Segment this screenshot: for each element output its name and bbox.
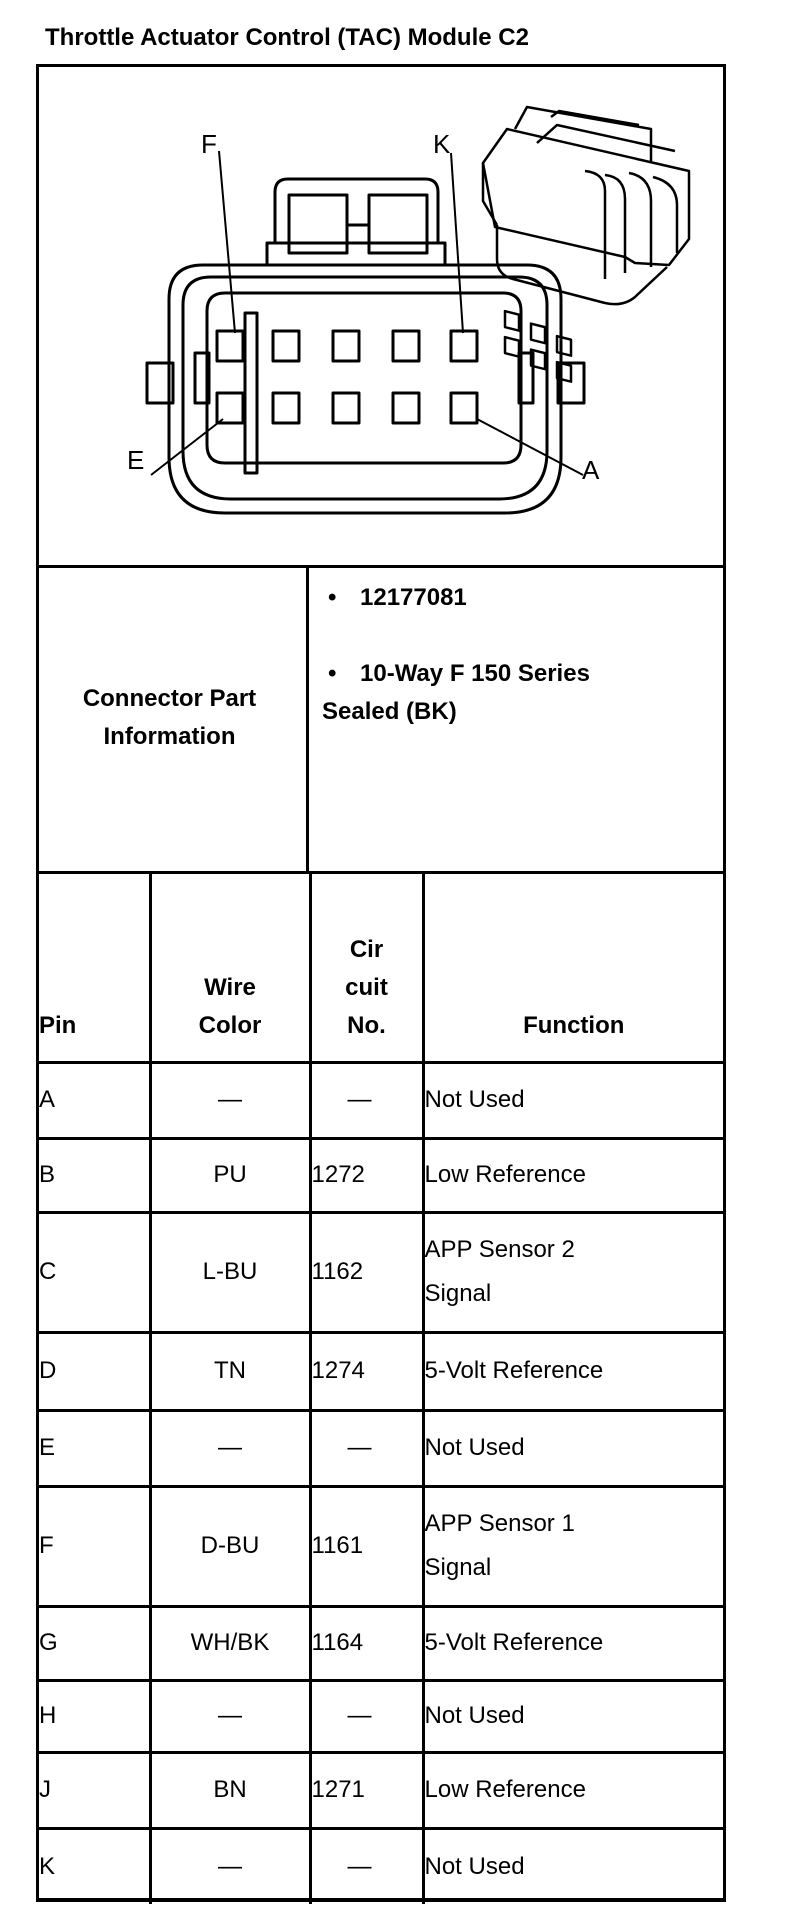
cell-wire-color: — <box>150 1062 310 1138</box>
page-title: Throttle Actuator Control (TAC) Module C2 <box>45 24 529 51</box>
cell-wire-color: BN <box>150 1752 310 1828</box>
connector-info-label-line2: Information <box>103 723 236 750</box>
connector-housing-inner <box>183 277 547 499</box>
cell-pin: A <box>39 1062 150 1138</box>
pin-table <box>39 874 723 1904</box>
cell-circuit: 1164 <box>310 1606 423 1680</box>
cell-pin: H <box>39 1680 150 1752</box>
cell-wire-color: WH/BK <box>150 1606 310 1680</box>
cell-function: APP Sensor 2 Signal <box>423 1212 723 1332</box>
connector-info-label <box>39 565 309 871</box>
callout-e: E <box>127 445 145 475</box>
cell-function: APP Sensor 1 Signal <box>423 1486 723 1606</box>
bullet-icon: • <box>328 660 337 687</box>
table-row <box>39 1486 723 1606</box>
table-row <box>39 1752 723 1828</box>
callout-k: K <box>433 129 451 159</box>
cell-wire-color: — <box>150 1680 310 1752</box>
cell-circuit: 1162 <box>310 1212 423 1332</box>
cell-circuit: 1271 <box>310 1752 423 1828</box>
divider-bar <box>245 313 257 473</box>
cell-function: Not Used <box>423 1062 723 1138</box>
cell-pin: B <box>39 1138 150 1212</box>
connector-3d-illustration <box>483 107 689 382</box>
table-row <box>39 1606 723 1680</box>
cell-circuit: 1161 <box>310 1486 423 1606</box>
cell-function: 5-Volt Reference <box>423 1606 723 1680</box>
callout-f: F <box>201 129 217 159</box>
cell-function: Low Reference <box>423 1752 723 1828</box>
connector-info-label-line1: Connector Part <box>82 685 257 712</box>
cell-wire-color: D-BU <box>150 1486 310 1606</box>
cell-pin: G <box>39 1606 150 1680</box>
cell-function: Low Reference <box>423 1138 723 1212</box>
bullet-icon: • <box>328 584 337 611</box>
cell-circuit: 1274 <box>310 1332 423 1410</box>
part-number-item <box>322 579 712 617</box>
cell-pin: J <box>39 1752 150 1828</box>
cell-wire-color: PU <box>150 1138 310 1212</box>
header-wire-color: Wire Color <box>150 874 310 1062</box>
table-row <box>39 1410 723 1486</box>
connector-housing-outer <box>169 265 561 513</box>
cell-circuit: 1272 <box>310 1138 423 1212</box>
cell-function: Not Used <box>423 1410 723 1486</box>
table-row <box>39 1212 723 1332</box>
cell-pin: F <box>39 1486 150 1606</box>
table-row <box>39 1680 723 1752</box>
table-row <box>39 1828 723 1904</box>
contact-block <box>207 293 521 463</box>
header-function: Function <box>423 874 723 1062</box>
cell-pin: C <box>39 1212 150 1332</box>
cell-wire-color: — <box>150 1410 310 1486</box>
cell-circuit: — <box>310 1062 423 1138</box>
cell-pin: D <box>39 1332 150 1410</box>
pin-table-body <box>39 1062 723 1904</box>
cell-function: 5-Volt Reference <box>423 1332 723 1410</box>
connector-latch <box>275 179 438 243</box>
cell-pin: K <box>39 1828 150 1904</box>
connector-description-line1: 10-Way F 150 Series <box>360 660 590 687</box>
table-row <box>39 1062 723 1138</box>
cell-wire-color: TN <box>150 1332 310 1410</box>
table-row <box>39 1332 723 1410</box>
cell-wire-color: — <box>150 1828 310 1904</box>
connector-description-line2: Sealed (BK) <box>322 698 457 725</box>
connector-diagram-cell <box>39 67 723 568</box>
cell-wire-color: L-BU <box>150 1212 310 1332</box>
cell-function: Not Used <box>423 1680 723 1752</box>
cell-circuit: — <box>310 1410 423 1486</box>
cell-circuit: — <box>310 1680 423 1752</box>
pin-table-header-row <box>39 874 723 1062</box>
connector-description-item <box>322 655 712 731</box>
connector-info-row <box>39 565 723 874</box>
header-pin: Pin <box>39 874 150 1062</box>
part-number: 12177081 <box>360 584 467 611</box>
connector-info-content <box>322 579 712 731</box>
cell-pin: E <box>39 1410 150 1486</box>
callout-a: A <box>582 455 600 485</box>
cell-circuit: — <box>310 1828 423 1904</box>
table-row <box>39 1138 723 1212</box>
connector-diagram <box>39 67 723 565</box>
header-circuit-no: Cir cuit No. <box>310 874 423 1062</box>
cell-function: Not Used <box>423 1828 723 1904</box>
connector-table <box>36 64 726 1902</box>
